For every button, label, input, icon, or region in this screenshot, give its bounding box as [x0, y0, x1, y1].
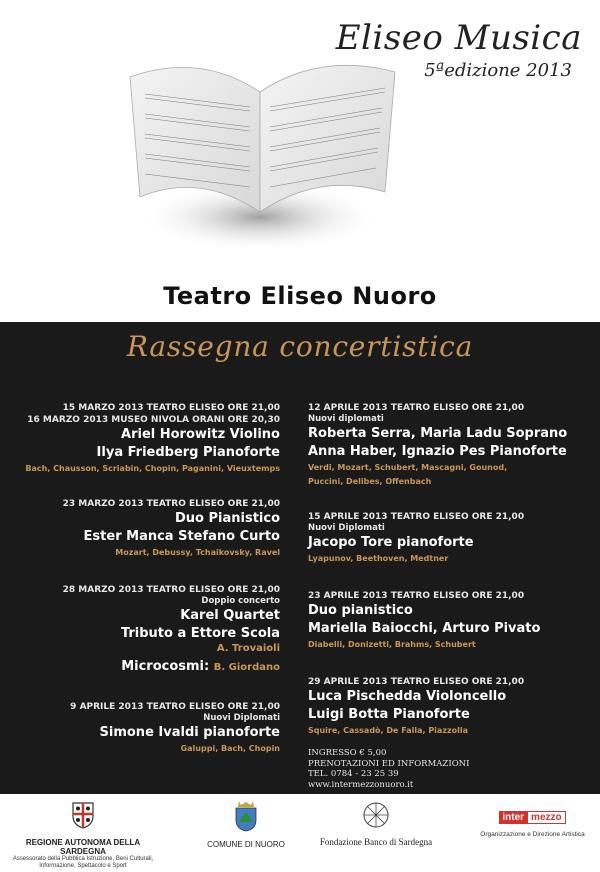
event-performers: Mariella Baiocchi, Arturo Pivato — [308, 621, 541, 636]
region-dept: Informazione, Spettacolo e Sport — [39, 863, 127, 869]
event-performers: Ariel Horowitz Violino — [121, 427, 280, 442]
event-composers: Squire, Cassadò, De Falla, Piazzolla — [308, 726, 469, 735]
event-performers: Duo pianistico — [308, 603, 413, 618]
booking-label: PRENOTAZIONI ED INFORMAZIONI — [308, 758, 470, 769]
events-left-column — [10, 402, 280, 772]
event-extra-label: Microcosmi: — [121, 659, 210, 674]
fondazione-emblem-icon — [361, 800, 391, 830]
event-extra-performance — [10, 658, 280, 677]
intermezzo-logo-block — [470, 812, 595, 838]
event-item — [308, 590, 588, 652]
comune-crest-icon — [231, 800, 261, 832]
phone-number: TEL. 0784 - 23 25 39 — [308, 769, 399, 779]
event-performers: Roberta Serra, Maria Ladu Soprano — [308, 426, 568, 441]
region-name: REGIONE AUTONOMA DELLA SARDEGNA — [25, 838, 141, 856]
event-performers: Anna Haber, Ignazio Pes Pianoforte — [308, 444, 567, 459]
event-composers: Diabelli, Donizetti, Brahms, Schubert — [308, 640, 476, 649]
event-performers: Ilya Friedberg Pianoforte — [96, 445, 280, 460]
event-date: 16 MARZO 2013 MUSEO NIVOLA ORANI ORE 20,30 — [27, 415, 280, 425]
event-date: 29 APRILE 2013 TEATRO ELISEO ORE 21,00 — [308, 677, 525, 687]
programme-subtitle: Rassegna concertistica — [126, 330, 474, 363]
event-note: Doppio concerto — [201, 596, 280, 606]
festival-title: Eliseo Musica — [335, 18, 582, 58]
event-item — [10, 701, 280, 756]
event-composers: Bach, Chausson, Scriabin, Chopin, Paganini, Vieuxtemps — [25, 464, 280, 473]
event-item — [308, 402, 588, 489]
event-item — [308, 676, 588, 738]
event-performers: Ester Manca Stefano Curto — [83, 529, 280, 544]
event-date: 9 APRILE 2013 TEATRO ELISEO ORE 21,00 — [70, 702, 280, 712]
event-date: 23 APRILE 2013 TEATRO ELISEO ORE 21,00 — [308, 591, 525, 601]
event-performers: Karel Quartet — [180, 608, 280, 623]
event-performers: Duo Pianistico — [174, 511, 280, 526]
fondazione-logo-block — [306, 800, 446, 847]
poster-header — [0, 0, 600, 322]
event-note: Nuovi Diplomati — [308, 523, 385, 533]
event-composers: Lyapunov, Beethoven, Medtner — [308, 554, 449, 563]
intermezzo-logo — [470, 812, 595, 823]
venue-title: Teatro Eliseo Nuoro — [163, 282, 437, 310]
event-note: Nuovi diplomati — [308, 414, 384, 424]
event-composers: Galuppi, Bach, Chopin — [180, 744, 280, 753]
comune-logo-block — [206, 800, 286, 849]
event-date: 23 MARZO 2013 TEATRO ELISEO ORE 21,00 — [62, 499, 280, 509]
event-item — [10, 402, 280, 476]
events-right-column — [308, 402, 588, 754]
event-performers: Luigi Botta Pianoforte — [308, 707, 470, 722]
event-date: 28 MARZO 2013 TEATRO ELISEO ORE 21,00 — [62, 585, 280, 595]
event-date: 12 APRILE 2013 TEATRO ELISEO ORE 21,00 — [308, 403, 525, 413]
ticket-price: INGRESSO € 5,00 — [308, 748, 387, 758]
region-dept: Assessorato della Pubblica Istruzione, Beni Culturali, — [12, 856, 154, 862]
event-composers: Mozart, Debussy, Tchaikovsky, Ravel — [115, 548, 280, 557]
event-performers: Jacopo Tore pianoforte — [308, 535, 474, 550]
region-crest-icon — [68, 800, 98, 830]
event-performers: Tributo a Ettore Scola — [120, 626, 280, 641]
comune-name: COMUNE DI NUORO — [207, 840, 285, 849]
intermezzo-logo-right: mezzo — [527, 811, 566, 824]
ticket-info — [308, 748, 469, 790]
event-date: 15 MARZO 2013 TEATRO ELISEO ORE 21,00 — [62, 403, 280, 413]
event-performers: Simone Ivaldi pianoforte — [99, 725, 280, 740]
intermezzo-caption: Organizzazione e Direzione Artistica — [480, 831, 585, 838]
event-item — [10, 498, 280, 560]
intermezzo-logo-left: inter — [499, 811, 527, 824]
event-item — [10, 584, 280, 677]
event-composers: A. Trovaioli — [216, 643, 280, 654]
region-logo-block — [8, 800, 158, 870]
event-date: 15 APRILE 2013 TEATRO ELISEO ORE 21,00 — [308, 512, 525, 522]
event-performers: Luca Pischedda Violoncello — [308, 689, 507, 704]
event-extra-composer: B. Giordano — [213, 662, 280, 673]
event-composers: Verdi, Mozart, Schubert, Mascagni, Gounod, — [308, 463, 508, 472]
fondazione-name: Fondazione Banco di Sardegna — [319, 837, 433, 847]
event-item — [308, 511, 588, 566]
festival-edition: 5ªedizione 2013 — [424, 60, 572, 81]
event-composers: Puccini, Delibes, Offenbach — [308, 477, 432, 486]
event-note: Nuovi Diplomati — [203, 713, 280, 723]
website-link[interactable]: www.intermezzonuoro.it — [308, 779, 414, 790]
